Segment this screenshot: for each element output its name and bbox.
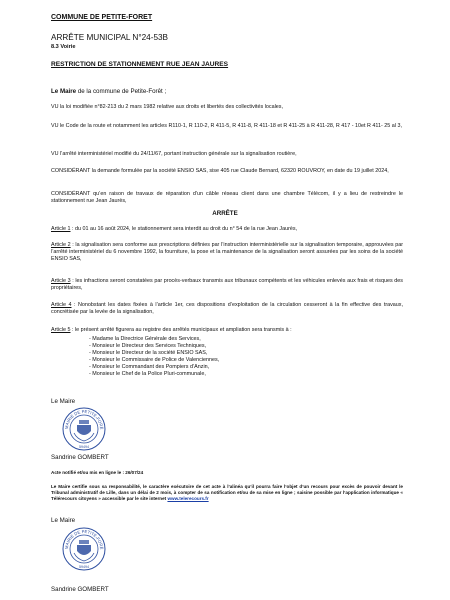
legal-note-text: Le Maire certifie sous sa responsabilité, le caractère exécutoire de cet acte à l’alinéa qu’il pourra faire l’objet d’un recours pour excès de pouvoir devant le Tribunal administratif de Lille, dans un délai de 2 mois, à compter de sa notification et/ou de sa mise en ligne ; saisine possible par l’application informatique « Télérecours citoyens » accessible par le site internet	[51, 484, 403, 501]
commune-name: COMMUNE DE PETITE-FORET	[51, 14, 153, 21]
list-item: - Monsieur le Directeur de la société ENSIO SAS,	[89, 350, 208, 357]
considerant-2: CONSIDÉRANT qu’en raison de travaux de réparation d’un câble réseau client dans une chambre Télécom, il y a lieu de restreindre le stationnement rue Jean Jaurès,	[51, 191, 403, 205]
list-item: - Monsieur le Directeur des Services Techniques,	[89, 343, 207, 350]
seal-2-text: MAIRIE DE PETITE-FORÊ	[63, 528, 105, 550]
article-5-label: Article 5	[51, 327, 71, 333]
arrete-heading: ARRÊTE	[212, 210, 238, 217]
visa-1: VU la loi modifiée n°82-213 du 2 mars 1982 relative aux droits et libertés des collectivités locales,	[51, 104, 283, 110]
list-item: - Monsieur le Chef de la Police Pluri-communale,	[89, 371, 206, 378]
article-1	[51, 226, 403, 233]
seal-2-code: 59494	[79, 565, 89, 569]
signature-1-label: Le Maire	[51, 398, 76, 405]
legal-note	[51, 484, 403, 502]
signature-2-name: Sandrine GOMBERT	[51, 586, 109, 593]
visa-2: VU le Code de la route et notamment les articles R110-1, R 110-2, R 411-5, R 411-8, R 411-18 et R 411-25 à R 411-28, R 417 - 10et R 411- 25 al 3,	[51, 123, 402, 129]
considerant-1: CONSIDÉRANT la demande formulée par la société ENSIO SAS, sise 405 rue Claude Bernard, 62320 ROUVROY, en date du 19 juillet 2024,	[51, 168, 389, 174]
article-5	[51, 327, 403, 334]
seal-1	[62, 407, 106, 456]
mairie-seal-icon	[62, 407, 106, 451]
acte-notifie-line: Acte notifié et/ou mis en ligne le : 26/07/24	[51, 470, 144, 475]
article-3-label: Article 3	[51, 278, 71, 284]
intro-rest: de la commune de Petite-Forêt ;	[76, 88, 167, 95]
signature-1-name: Sandrine GOMBERT	[51, 454, 109, 461]
list-item: - Monsieur le Commissaire de Police de Valenciennes,	[89, 357, 220, 364]
restriction-title: RESTRICTION DE STATIONNEMENT RUE JEAN JAURES	[51, 61, 229, 68]
seal-1-text: MAIRIE DE PETITE-FORÊ	[63, 408, 105, 430]
article-2-label: Article 2	[51, 242, 71, 248]
list-item: - Monsieur le Commandant des Pompiers d’Anzin,	[89, 364, 210, 371]
telerecours-link[interactable]: www.telerecours.fr	[167, 496, 209, 501]
article-2	[51, 242, 403, 263]
article-1-text: : du 01 au 16 août 2024, le stationnement sera interdit au droit du n° 54 de la rue Jean Jaurès,	[70, 226, 298, 232]
arrete-number: ARRÊTE MUNICIPAL N°24-53B	[51, 33, 169, 42]
article-4-label: Article 4	[51, 302, 72, 308]
signature-2-label: Le Maire	[51, 517, 76, 524]
seal-2	[62, 527, 106, 576]
article-3	[51, 278, 403, 292]
article-4	[51, 302, 403, 316]
article-3-text: : les infractions seront constatées par procès-verbaux transmis aux tribunaux compétents et les véhicules enlevés aux frais et risques des propriétaires,	[51, 278, 403, 292]
article-4-text: : Nonobstant les dates fixées à l’article 1er, ces dispositions d’exploitation de la circulation cesseront à la fin effective des travaux, concrétisée par la levée de la signalisation,	[51, 302, 403, 316]
destinataires-list	[89, 336, 389, 379]
list-item: - Madame la Directrice Générale des Services,	[89, 336, 201, 342]
article-1-label: Article 1	[51, 226, 71, 232]
intro-line	[51, 88, 166, 95]
visa-3: VU l’arrêté interministériel modifié du 24/11/67, portant instruction générale sur la signalisation routière,	[51, 151, 297, 157]
seal-1-code: 59494	[79, 445, 89, 449]
article-2-text: : la signalisation sera conforme aux prescriptions définies par l’instruction interministérielle sur la signalisation temporaire, approuvées par l’arrêté interministériel du 6 novembre 1992, la fourniture, la pose et la maintenance de la signalisation seront assurées par les soins de la société ENSIO SAS,	[51, 242, 403, 263]
mairie-seal-icon	[62, 527, 106, 571]
voirie-label: 8.3 Voirie	[51, 44, 76, 50]
article-5-text: : le présent arrêté figurera au registre des arrêtés municipaux et ampliation sera transmis à :	[70, 327, 292, 333]
le-maire-bold: Le Maire	[51, 88, 77, 95]
